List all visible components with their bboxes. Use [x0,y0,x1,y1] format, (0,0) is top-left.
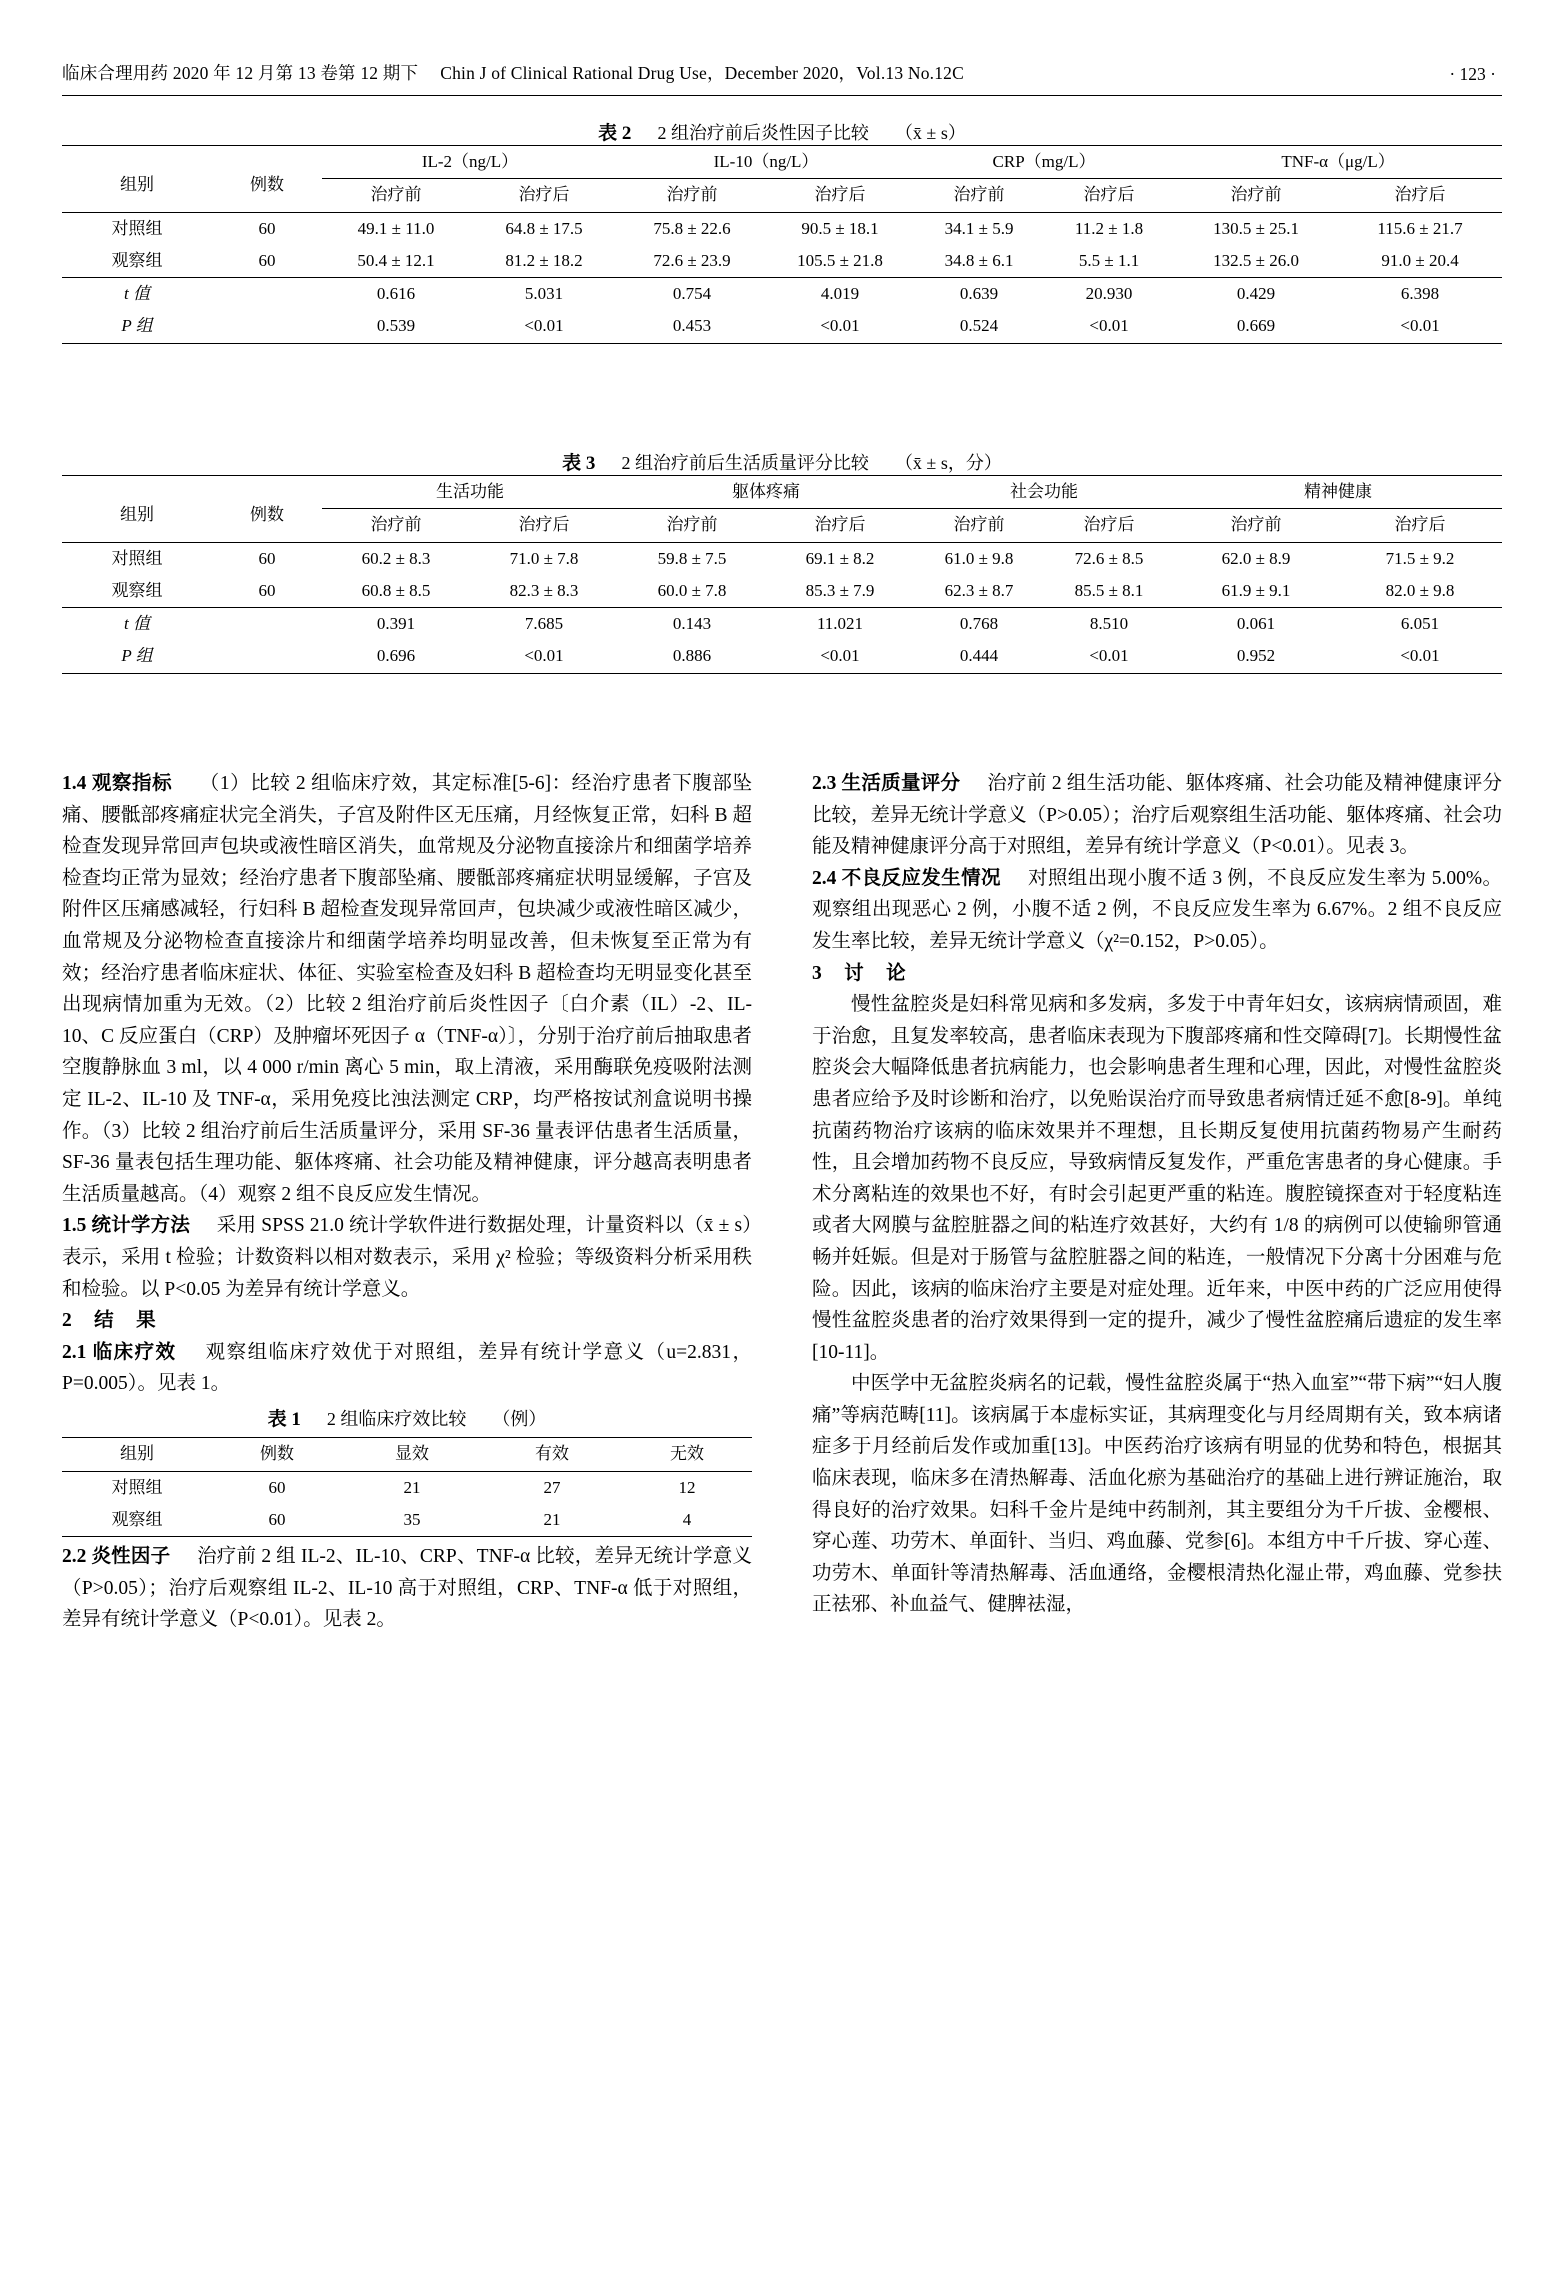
table-2-row-4-v6: <0.01 [1089,316,1129,336]
table-3-row-4-v4: <0.01 [820,646,860,666]
table-3-row-2-v7: 61.9 ± 9.1 [1221,580,1291,600]
section-2-1-heading: 2.1 临床疗效 [62,1341,177,1363]
table-2-measure-1: IL-2（ng/L） [322,146,618,179]
table-1-row-1-v3: 12 [678,1477,696,1497]
table-1-header-row [62,1438,752,1471]
table-1-header-4: 无效 [670,1444,704,1464]
table-2-row-3-v6: 20.930 [1085,284,1133,303]
table-1-row-1-v2: 27 [543,1477,561,1497]
table-2-row-4-v3: 0.453 [672,316,712,336]
table-2-row-1-v6: 11.2 ± 1.8 [1074,218,1144,238]
table-1-row-2-group: 观察组 [111,1509,163,1529]
table-row [62,1504,752,1537]
table-2-row-3-v4: 4.019 [820,284,860,303]
table-1-row-2-v2: 21 [543,1509,561,1529]
table-1-row-2-n: 60 [268,1509,286,1529]
table-3-row-4-v1: 0.696 [376,646,416,666]
table-2-row-3-n [212,278,322,311]
table-2-sub-3a: 治疗前 [953,185,1005,205]
table-3-sub-3b: 治疗后 [1083,515,1135,535]
table-row [62,310,1502,343]
table-3-row-3-v7: 0.061 [1236,614,1276,633]
table-3-row-2-v6: 85.5 ± 8.1 [1074,580,1144,600]
section-1-5-heading: 1.5 统计学方法 [62,1215,191,1237]
table-2-sub-1b: 治疗后 [518,185,570,205]
table-3-row-1-v6: 72.6 ± 8.5 [1074,548,1144,568]
table-3-row-1-v4: 69.1 ± 8.2 [805,548,875,568]
table-3-row-3-n [212,608,322,641]
table-2-sub-4a: 治疗前 [1230,185,1282,205]
table-2-row-3-v2: 5.031 [524,284,564,303]
table-row [62,245,1502,278]
table-1-row-1-group: 对照组 [111,1477,163,1497]
table-3-row-3-v3: 0.143 [672,614,712,633]
section-2-1 [62,1337,752,1400]
table-row [62,608,1502,641]
table-2-col-n: 例数 [250,175,284,195]
table-2-col-group: 组别 [120,175,154,195]
section-1-5-body: 采用 SPSS 21.0 统计学软件进行数据处理，计量资料以（x̄ ± s）表示，采用 t 检验；计数资料以相对数表示，采用 χ² 检验；等级资料分析采用秩和检验。以 P<0.05 为差异有统计学意义。 [62,1215,752,1300]
table-3-caption [62,448,1502,475]
table-1-row-2-v1: 35 [403,1509,421,1529]
table-3-row-4-v3: 0.886 [672,646,712,666]
table-3-row-1-group: 对照组 [111,548,163,568]
table-1-header-0: 组别 [120,1444,154,1464]
table-2-row-3-group: t 值 [124,284,150,303]
table-3-row-3-group: t 值 [124,614,150,633]
section-1-4-heading: 1.4 观察指标 [62,773,173,794]
table-2-row-3-v8: 6.398 [1400,284,1440,303]
table-3-row-4-v5: 0.444 [959,646,999,666]
section-2-3 [812,768,1502,863]
table-3-row-3-v2: 7.685 [524,614,564,633]
table-2-row-3-v7: 0.429 [1236,284,1276,303]
table-3-row-1-n: 60 [258,548,276,568]
section-2-4-body: 对照组出现小腹不适 3 例，不良反应发生率为 5.00%。观察组出现恶心 2 例，小腹不适 2 例，不良反应发生率为 6.67%。2 组不良反应发生率比较，差异无统计学意义（χ²=0.152，P>0.05）。 [812,867,1502,952]
table-2-row-2-v1: 50.4 ± 12.1 [357,250,435,270]
table-3-row-2-v2: 82.3 ± 8.3 [509,580,579,600]
table-3-row-2-group: 观察组 [111,580,163,600]
table-3-row-1-v7: 62.0 ± 8.9 [1221,548,1291,568]
table-row [62,542,1502,575]
table-1-block [62,1404,752,1537]
table-2-row-4-v4: <0.01 [820,316,860,336]
section-2-4-heading: 2.4 不良反应发生情况 [812,867,1001,889]
table-2-row-2-v7: 132.5 ± 26.0 [1213,250,1299,270]
table-2-row-2-n: 60 [258,250,276,270]
table-1-header-1: 例数 [260,1444,294,1464]
table-2-row-1-v4: 90.5 ± 18.1 [801,218,879,238]
table-3-row-3-v8: 6.051 [1400,614,1440,633]
table-2-row-1-v3: 75.8 ± 22.6 [653,218,731,238]
table-2-row-3-v1: 0.616 [376,284,416,303]
table-2-sub-3b: 治疗后 [1083,185,1135,205]
table-1-row-2-v3: 4 [682,1509,692,1529]
section-2-3-heading: 2.3 生活质量评分 [812,773,961,794]
table-3-row-4-n [212,640,322,673]
table-2-row-1-v7: 130.5 ± 25.1 [1213,218,1299,238]
table-row [62,278,1502,311]
table-2-row-4-v8: <0.01 [1400,316,1440,336]
table-2-row-1-group: 对照组 [111,218,163,238]
table-2-row-2-v3: 72.6 ± 23.9 [653,250,731,270]
table-2-row-3-v5: 0.639 [959,284,999,303]
table-3-sub-3a: 治疗前 [953,515,1005,535]
table-3-row-1-v5: 61.0 ± 9.8 [944,548,1014,568]
table-3-measure-2: 躯体疼痛 [618,476,914,509]
table-3-sub-1a: 治疗前 [370,515,422,535]
table-2 [62,145,1502,344]
table-2-measure-3: CRP（mg/L） [914,146,1174,179]
table-3-measure-3: 社会功能 [914,476,1174,509]
table-3-row-2-v3: 60.0 ± 7.8 [657,580,727,600]
table-1-label: 表 1 [267,1408,301,1430]
table-row [62,575,1502,608]
running-head-en: Chin J of Clinical Rational Drug Use，December 2020，Vol.13 No.12C [440,63,965,83]
table-1-title: 2 组临床疗效比较 [326,1408,467,1429]
table-2-row-4-v2: <0.01 [524,316,564,336]
table-row [62,212,1502,245]
table-3-row-4-v6: <0.01 [1089,646,1129,666]
table-1-stat: （例） [492,1408,547,1429]
section-1-4-body: （1）比较 2 组临床疗效，其定标准[5-6]：经治疗患者下腹部坠痛、腰骶部疼痛症状完全消失，子宫及附件区无压痛，月经恢复正常，妇科 B 超检查发现异常回声包块或液性暗区消失，血常规及分泌物直接涂片和细菌学培养检查均正常为显效；经治疗患者下腹部坠痛、腰骶部疼痛症状明显缓解，子宫及附件区压痛感减轻，行妇科 B 超检查发现异常回声，包块减少或液性暗区减少，血常规及分泌物检查直接涂片和细菌学培养均明显改善，但未恢复至正常为有效；经治疗患者临床症状、体征、实验室检查及妇科 B 超检查均无明显变化甚至出现病情加重为无效。（2）比较 2 组治疗前后炎性因子〔白介素（IL）-2、IL-10、C 反应蛋白（CRP）及肿瘤坏死因子 α（TNF-α）〕，分别于治疗前后抽取患者空腹静脉血 3 ml，以 4 000 r/min 离心 5 min，取上清液，采用酶联免疫吸附法测定 IL-2、IL-10 及 TNF-α，采用免疫比浊法测定 CRP，均严格按试剂盒说明书操作。（3）比较 2 组治疗前后生活质量评分，采用 SF-36 量表评估患者生活质量，SF-36 量表包括生理功能、躯体疼痛、社会功能及精神健康，评分越高表明患者生活质量越高。（4）观察 2 组不良反应发生情况。 [62,773,752,1205]
table-2-row-1-v8: 115.6 ± 21.7 [1377,218,1463,238]
section-1-5 [62,1210,752,1305]
section-3-heading: 3 讨 论 [812,962,915,984]
table-1-row-1-v1: 21 [403,1477,421,1497]
table-2-row-2-group: 观察组 [111,250,163,270]
table-3-title: 2 组治疗前后生活质量评分比较 [621,453,869,473]
table-3-row-2-v4: 85.3 ± 7.9 [805,580,875,600]
page-number: · 123 · [1449,64,1496,84]
table-3-sub-2a: 治疗前 [666,515,718,535]
running-head-left [62,60,964,85]
table-1-caption [62,1404,752,1436]
table-3-row-3-v6: 8.510 [1089,614,1129,633]
discussion-paragraph-1: 慢性盆腔炎是妇科常见病和多发病，多发于中青年妇女，该病病情顽固，难于治愈，且复发率较高，患者临床表现为下腹部疼痛和性交障碍[7]。长期慢性盆腔炎会大幅降低患者抗病能力，也会影响患者生理和心理，因此，对慢性盆腔炎患者应给予及时诊断和治疗，以免贻误治疗而导致患者病情迁延不愈[8-9]。单纯抗菌药物治疗该病的临床效果并不理想，且长期反复使用抗菌药物易产生耐药性，且会增加药物不良反应，导致病情反复发作，严重危害患者的身心健康。手术分离粘连的效果也不好，有时会引起更严重的粘连。腹腔镜探查对于轻度粘连或者大网膜与盆腔脏器之间的粘连疗效甚好，大约有 1/8 的病例可以使输卵管通畅并妊娠。但是对于肠管与盆腔脏器之间的粘连，一般情况下分离十分困难与危险。因此，该病的临床治疗主要是对症处理。近年来，中医中药的广泛应用使得慢性盆腔炎患者的治疗效果得到一定的提升，减少了慢性盆腔痛后遗症的发生率[10-11]。 [812,994,1502,1363]
discussion-paragraph-2: 中医学中无盆腔炎病名的记载，慢性盆腔炎属于“热入血室”“带下病”“妇人腹痛”等病范畴[11]。该病属于本虚标实证，其病理变化与月经周期有关，致本病诸症多于月经前后发作或加重[13]。中医药治疗该病有明显的优势和特色，根据其临床表现，临床多在清热解毒、活血化瘀为基础治疗的基础上进行辨证施治，取得良好的治疗效果。妇科千金片是纯中药制剂，其主要组分为千斤拔、金樱根、穿心莲、功劳木、单面针、当归、鸡血藤、党参[6]。本组方中千斤拔、穿心莲、功劳木、单面针等清热解毒、活血通络，金樱根清热化湿止带，鸡血藤、党参扶正祛邪、补血益气、健脾祛湿， [812,1373,1502,1616]
table-3-row-1-v1: 60.2 ± 8.3 [361,548,431,568]
table-3-header-row-1 [62,476,1502,509]
table-2-row-4-group: P 组 [121,316,153,336]
section-2-3-body: 治疗前 2 组生活功能、躯体疼痛、社会功能及精神健康评分比较，差异无统计学意义（P>0.05）；治疗后观察组生活功能、躯体疼痛、社会功能及精神健康评分高于对照组，差异有统计学意义（P<0.01）。见表 3。 [812,773,1502,858]
table-1-header-3: 有效 [535,1444,569,1464]
section-2-4 [812,863,1502,958]
table-3-sub-2b: 治疗后 [814,515,866,535]
table-2-block [62,118,1502,344]
table-3-row-4-v2: <0.01 [524,646,564,666]
table-2-row-2-v5: 34.8 ± 6.1 [944,250,1014,270]
table-2-label: 表 2 [598,123,632,144]
table-3-row-1-v3: 59.8 ± 7.5 [657,548,727,568]
table-2-sub-2b: 治疗后 [814,185,866,205]
table-2-row-4-v1: 0.539 [376,316,416,336]
table-3-measure-1: 生活功能 [322,476,618,509]
section-2-1-body: 观察组临床疗效优于对照组，差异有统计学意义（u=2.831，P=0.005）。见表 1。 [62,1341,752,1395]
table-3-row-2-v5: 62.3 ± 8.7 [944,580,1014,600]
table-3-row-2-v8: 82.0 ± 9.8 [1385,580,1455,600]
table-3-row-3-v4: 11.021 [816,614,864,633]
table-2-stat: （x̄ ± s） [894,123,966,143]
table-3-block [62,448,1502,674]
table-2-header-row-1 [62,146,1502,179]
table-row [62,640,1502,673]
table-3-row-2-n: 60 [258,580,276,600]
table-3 [62,475,1502,674]
section-2-2-body: 治疗前 2 组 IL-2、IL-10、CRP、TNF-α 比较，差异无统计学意义（P>0.05）；治疗后观察组 IL-2、IL-10 高于对照组，CRP、TNF-α 低于对照组，差异有统计学意义（P<0.01）。见表 2。 [62,1546,752,1631]
table-3-row-2-v1: 60.8 ± 8.5 [361,580,431,600]
table-2-title: 2 组治疗前后炎性因子比较 [657,123,869,143]
table-2-row-1-v2: 64.8 ± 17.5 [505,218,583,238]
table-3-stat: （x̄ ± s，分） [894,453,1002,473]
table-3-row-3-v1: 0.391 [376,614,416,633]
body-right-column [812,768,1502,1621]
table-1-row-1-n: 60 [268,1477,286,1497]
table-2-row-4-v5: 0.524 [959,316,999,336]
section-2-2 [62,1541,752,1636]
table-3-row-3-v5: 0.768 [959,614,999,633]
table-2-caption [62,118,1502,145]
table-2-measure-4: TNF-α（μg/L） [1174,146,1502,179]
table-3-row-4-v8: <0.01 [1400,646,1440,666]
table-1 [62,1437,752,1537]
table-2-row-2-v2: 81.2 ± 18.2 [505,250,583,270]
table-3-col-n: 例数 [250,505,284,525]
table-2-row-1-n: 60 [258,218,276,238]
table-3-row-4-group: P 组 [121,646,153,666]
table-3-row-4-v7: 0.952 [1236,646,1276,666]
table-3-col-group: 组别 [120,505,154,525]
table-3-sub-4b: 治疗后 [1394,515,1446,535]
table-2-sub-1a: 治疗前 [370,185,422,205]
table-2-row-1-v5: 34.1 ± 5.9 [944,218,1014,238]
section-2-heading: 2 结 果 [62,1310,165,1332]
table-3-sub-4a: 治疗前 [1230,515,1282,535]
table-2-measure-2: IL-10（ng/L） [618,146,914,179]
section-1-4 [62,768,752,1210]
running-head [62,60,1502,96]
table-3-row-1-v2: 71.0 ± 7.8 [509,548,579,568]
table-3-row-1-v8: 71.5 ± 9.2 [1385,548,1455,568]
body-left-column [62,768,752,1636]
table-3-sub-1b: 治疗后 [518,515,570,535]
table-2-row-3-v3: 0.754 [672,284,712,303]
table-2-row-2-v4: 105.5 ± 21.8 [797,250,883,270]
table-2-sub-4b: 治疗后 [1394,185,1446,205]
table-2-row-2-v6: 5.5 ± 1.1 [1078,250,1140,270]
table-2-row-1-v1: 49.1 ± 11.0 [357,218,435,238]
table-2-sub-2a: 治疗前 [666,185,718,205]
table-3-measure-4: 精神健康 [1174,476,1502,509]
table-3-label: 表 3 [562,453,596,474]
running-head-cn: 临床合理用药 2020 年 12 月第 13 卷第 12 期下 [62,63,419,83]
section-2-2-heading: 2.2 炎性因子 [62,1546,171,1568]
table-2-row-4-n [212,310,322,343]
table-row [62,1471,752,1504]
table-2-row-4-v7: 0.669 [1236,316,1276,336]
table-2-row-2-v8: 91.0 ± 20.4 [1381,250,1459,270]
table-1-header-2: 显效 [395,1444,429,1464]
